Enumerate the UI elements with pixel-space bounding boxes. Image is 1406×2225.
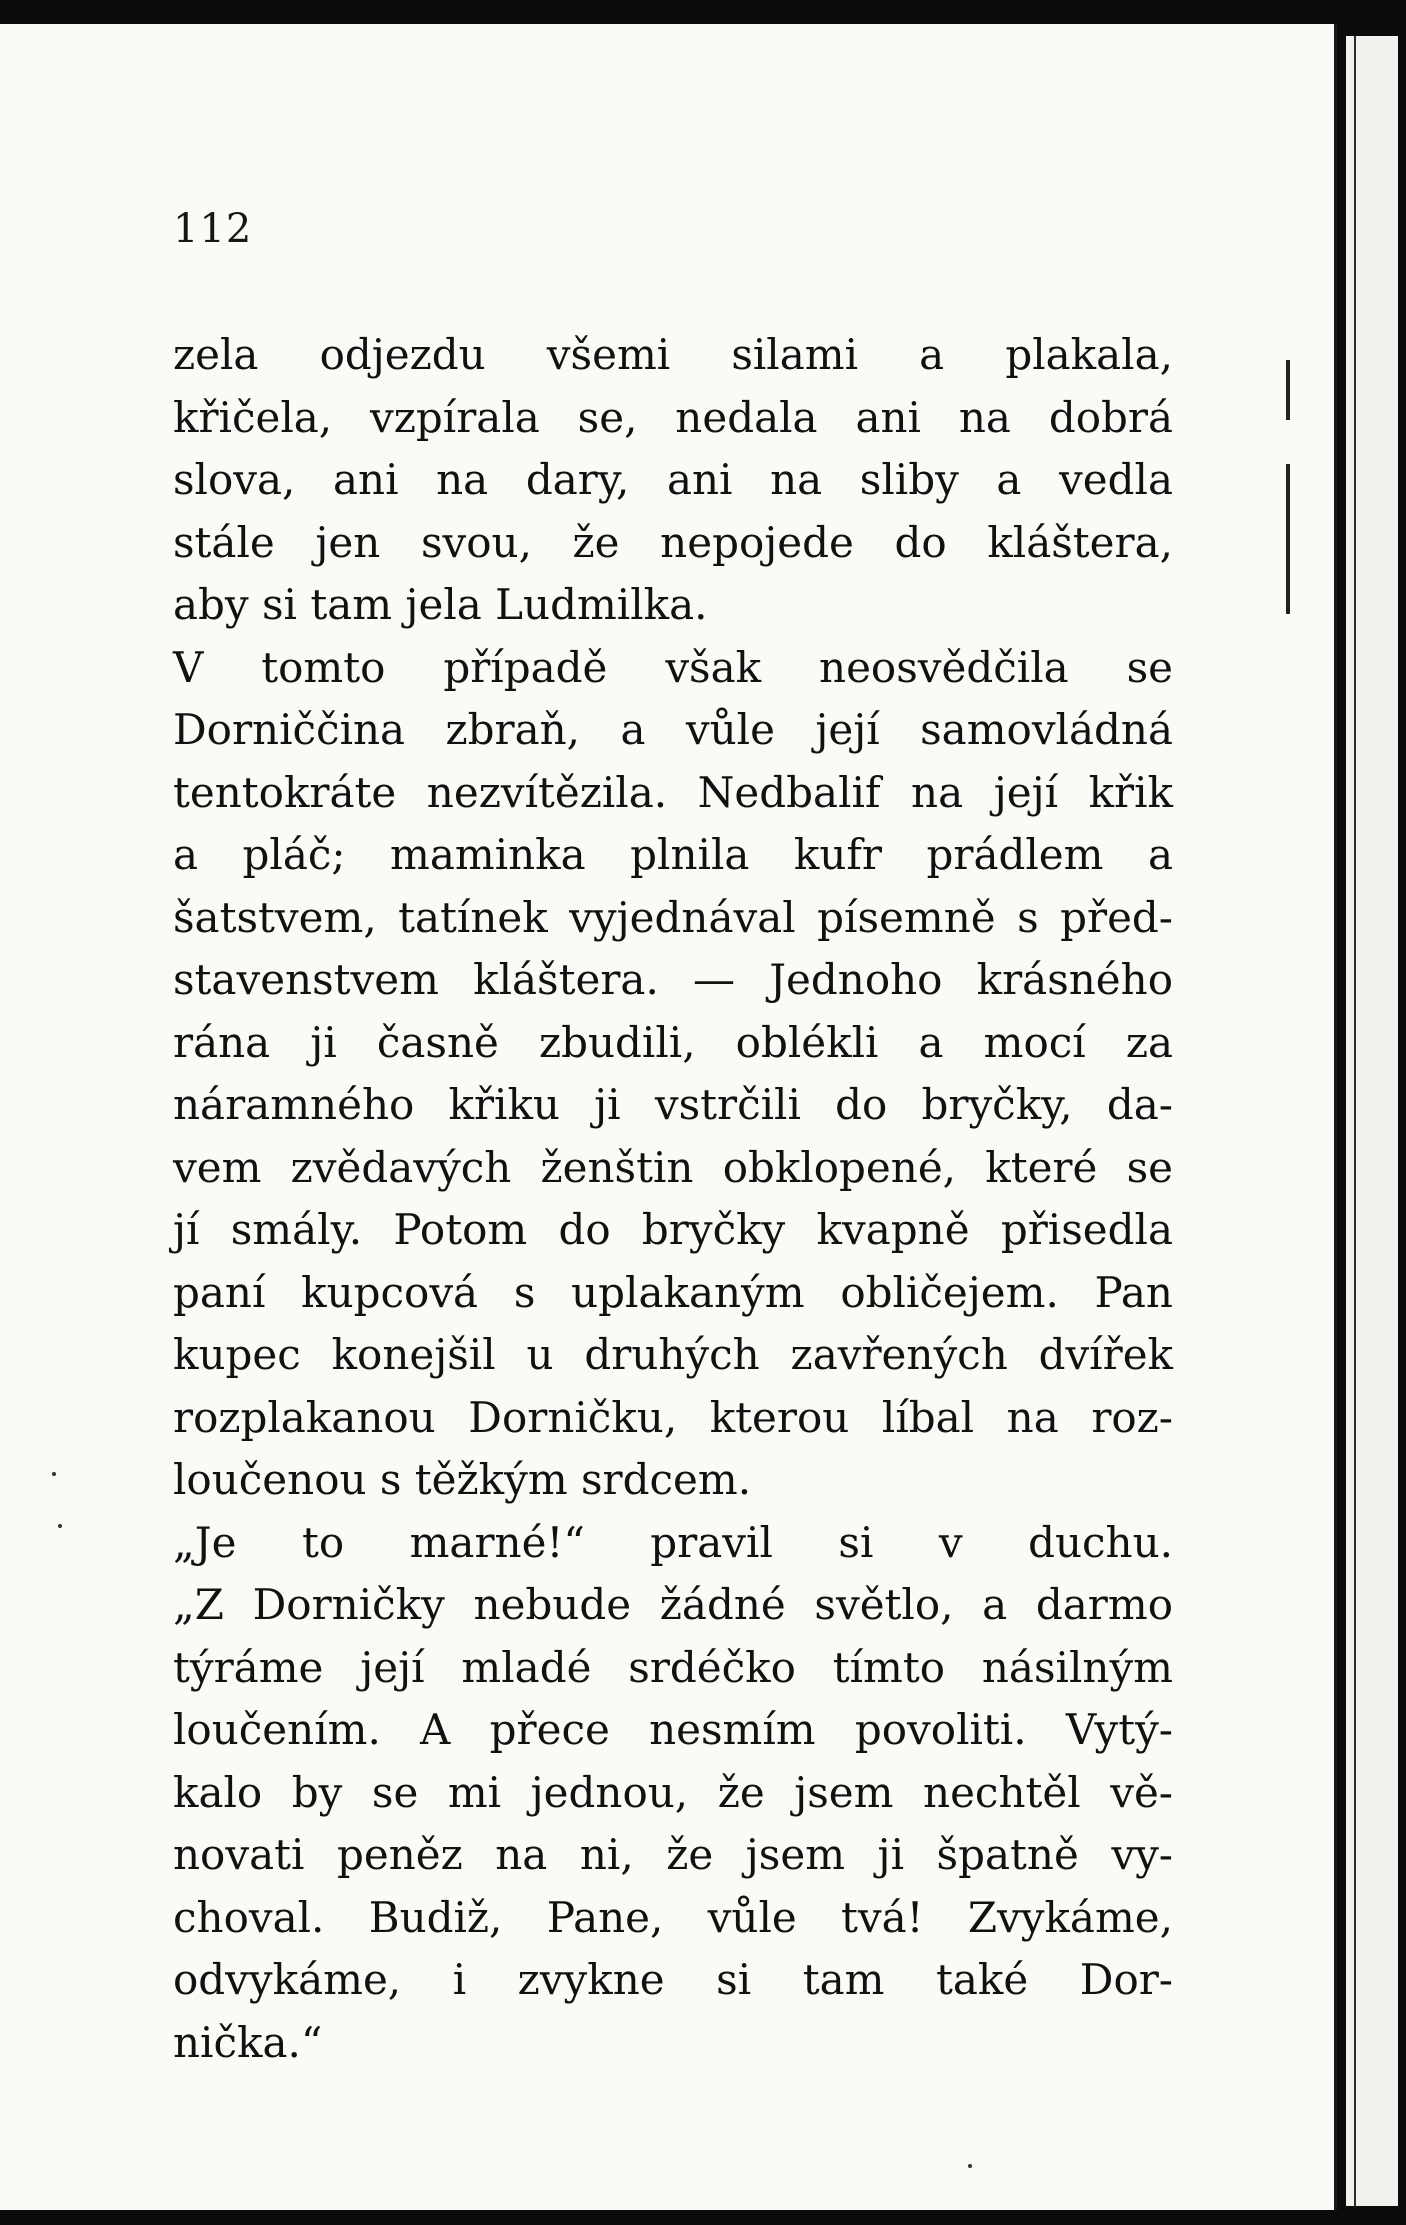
text-line: loučenou s těžkým srdcem. (173, 1455, 752, 1504)
text-line: loučením. A přece nesmím povoliti. Vytý- (173, 1705, 1173, 1754)
text-line: a pláč; maminka plnila kufr prádlem a (173, 830, 1173, 879)
text-line: Dorniččina zbraň, a vůle její samovládná (173, 705, 1173, 754)
text-line: jí smály. Potom do bryčky kvapně přisedla (173, 1205, 1173, 1254)
text-line: rána ji časně zbudili, oblékli a mocí za (173, 1017, 1173, 1067)
text-line: týráme její mladé srdéčko tímto násilným (173, 1642, 1173, 1692)
paper-speck (968, 2164, 972, 2168)
text-line: tentokráte nezvítězila. Nedbalif na její křik (173, 767, 1173, 817)
body-text (173, 324, 1173, 2074)
text-line: kupec konejšil u druhých zavřených dvířek (173, 1330, 1173, 1379)
margin-mark (1286, 464, 1290, 614)
page-edge-rule (1354, 36, 1356, 2206)
text-line: „Je to marné!“ pravil si v duchu. (173, 1517, 1173, 1567)
text-line: V tomto případě však neosvědčila se (173, 642, 1173, 692)
text-line: slova, ani na dary, ani na sliby a vedla (173, 455, 1173, 504)
text-line: šatstvem, tatínek vyjednával písemně s před- (173, 892, 1173, 942)
margin-mark (1286, 360, 1290, 420)
text-line: choval. Budiž, Pane, vůle tvá! Zvykáme, (173, 1892, 1173, 1942)
text-line: novati peněz na ni, že jsem ji špatně vy- (173, 1830, 1173, 1879)
paper-speck (52, 1472, 56, 1476)
text-line: aby si tam jela Ludmilka. (173, 580, 708, 629)
text-line: rozplakanou Dorničku, kterou líbal na roz- (173, 1392, 1173, 1442)
text-line: vem zvědavých ženštin obklopené, které se (173, 1142, 1173, 1192)
page-number: 112 (173, 206, 253, 252)
text-line: nička.“ (173, 2017, 323, 2067)
book-page (0, 24, 1337, 2210)
text-line: paní kupcová s uplakaným obličejem. Pan (173, 1267, 1173, 1317)
text-line: stále jen svou, že nepojede do kláštera, (173, 517, 1173, 567)
text-line: křičela, vzpírala se, nedala ani na dobrá (173, 392, 1173, 442)
text-line: „Z Dorničky nebude žádné světlo, a darmo (173, 1580, 1173, 1629)
paper-speck (58, 1524, 62, 1528)
text-line: zela odjezdu všemi silami a plakala, (173, 330, 1173, 379)
text-line: odvykáme, i zvykne si tam také Dor- (173, 1955, 1173, 2004)
text-line: stavenstvem kláštera. — Jednoho krásného (173, 955, 1173, 1004)
text-line: náramného křiku ji vstrčili do bryčky, da- (173, 1080, 1173, 1129)
text-line: kalo by se mi jednou, že jsem nechtěl vě- (173, 1767, 1173, 1817)
adjacent-page-edge (1346, 36, 1398, 2206)
